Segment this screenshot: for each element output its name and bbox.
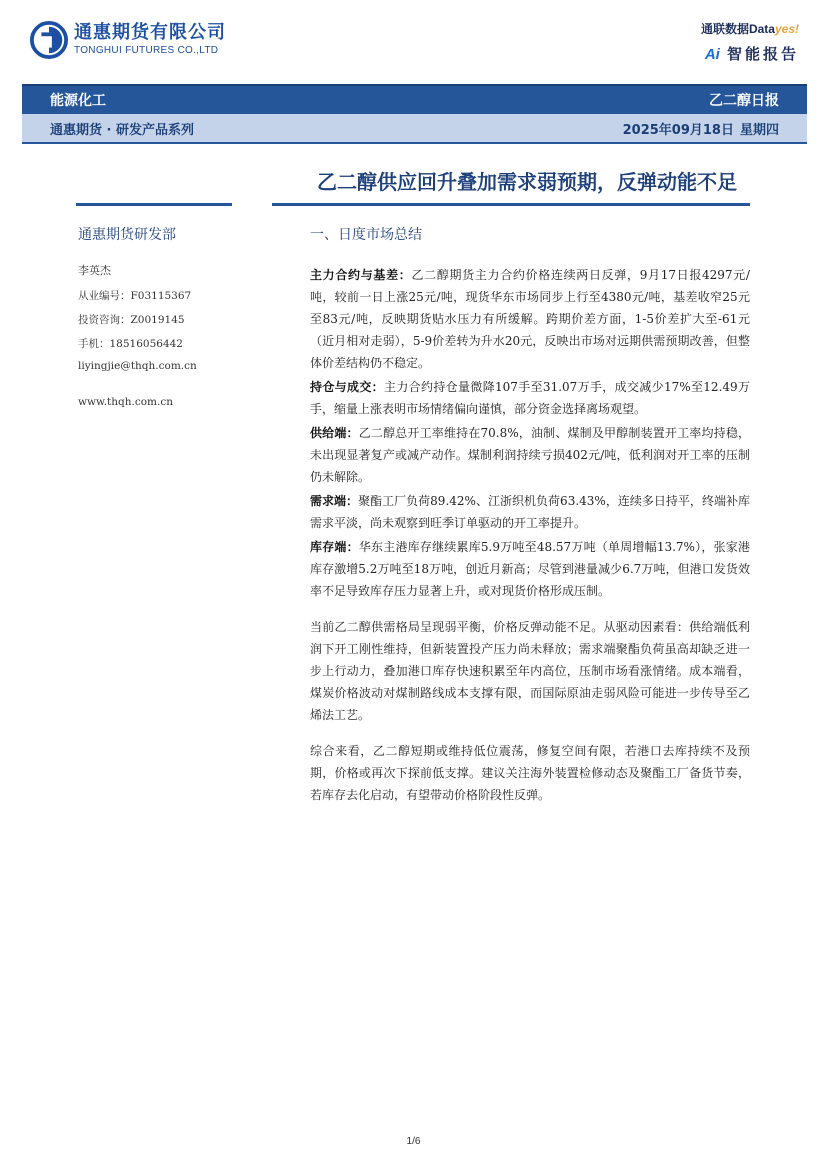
company-name-cn: 通惠期货有限公司 <box>74 22 226 43</box>
summary-item-demand: 需求端：聚酯工厂负荷89.42%、江浙织机负荷63.43%，连续多日持平，终端补库需求平淡，尚未观察到旺季订单驱动的开工率提升。 <box>310 494 750 530</box>
analysis-paragraph: 当前乙二醇供需格局呈现弱平衡，价格反弹动能不足。从驱动因素看：供给端低利润下开工刚性维持，但新装置投产压力尚未释放；需求端聚酯负荷虽高却缺乏进一步上行动力，叠加港口库存快速积累至年内高位，压制市场看涨情绪。成本端看，煤炭价格波动对煤制路线成本支撑有限，而国际原油走弱风险可能进一步传导至乙烯法工艺。 <box>310 620 750 722</box>
report-type-label: 乙二醇日报 <box>709 93 779 109</box>
category-bar <box>22 84 807 114</box>
main-content <box>310 224 750 806</box>
report-title: 乙二醇供应回升叠加需求弱预期，反弹动能不足 <box>317 170 737 194</box>
series-bar <box>22 114 807 144</box>
summary-item-supply: 供给端：乙二醇总开工率维持在70.8%，油制、煤制及甲醇制装置开工率均持稳，未出现显著复产或减产动作。煤制利润持续亏损402元/吨，低利润对开工率的压制仍未解除。 <box>310 426 750 484</box>
category-label: 能源化工 <box>50 93 106 109</box>
brand-tagline: 通联数据Datayes! <box>700 22 799 36</box>
tonghui-logo-icon <box>30 21 68 59</box>
summary-item-positions: 持仓与成交：主力合约持仓量微降107手至31.07万手，成交减少17%至12.49万手，缩量上涨表明市场情绪偏向谨慎，部分资金选择离场观望。 <box>310 380 750 416</box>
section-heading: 一、日度市场总结 <box>310 227 422 243</box>
series-label: 通惠期货 · 研发产品系列 <box>50 122 194 138</box>
consult-number: 投资咨询：Z0019145 <box>78 314 185 326</box>
page-number: 1/6 <box>406 1136 421 1147</box>
website-link[interactable]: www.thqh.com.cn <box>78 396 173 408</box>
summary-item-inventory: 库存端：华东主港库存继续累库5.9万吨至48.57万吨（单周增幅13.7%），张家港库存激增5.2万吨至18万吨，创近月新高；尽管到港量减少6.7万吨，但港口发货效率不足导致库存压力显著上升，或对现货价格形成压制。 <box>310 540 750 598</box>
author-name: 李英杰 <box>78 264 111 277</box>
phone-number: 手机：18516056442 <box>78 338 183 350</box>
report-date: 2025年09月18日 星期四 <box>622 122 779 138</box>
summary-item-main-contract: 主力合约与基差：乙二醇期货主力合约价格连续两日反弹，9月17日报4297元/吨，较前一日上涨25元/吨，现货华东市场同步上行至4380元/吨，基差收窄25元至83元/吨，反映期货贴水压力有所缓解。跨期价差方面，1-5价差扩大至-61元（近月相对走弱），5-9价差转为升水20元，反映出市场对远期供需预期改善，但整体价差结构仍不稳定。 <box>310 268 750 370</box>
email-address: liyingjie@thqh.com.cn <box>78 360 197 372</box>
author-sidebar <box>78 224 238 408</box>
department-name: 通惠期货研发部 <box>78 227 176 243</box>
divider-right <box>272 203 750 206</box>
license-number: 从业编号：F03115367 <box>78 290 192 302</box>
company-name-en: TONGHUI FUTURES CO.,LTD <box>74 45 219 56</box>
company-logo <box>30 20 226 60</box>
conclusion-paragraph: 综合来看，乙二醇短期或维持低位震荡，修复空间有限，若港口去库持续不及预期，价格或再次下探前低支撑。建议关注海外装置检修动态及聚酯工厂备货节奏，若库存去化启动，有望带动价格阶段性反弹。 <box>310 744 750 802</box>
datayes-brand <box>701 20 799 64</box>
divider-left <box>76 203 232 206</box>
ai-icon: Ai <box>704 46 720 63</box>
brand-ai-report: Ai 智能报告 <box>704 46 799 63</box>
